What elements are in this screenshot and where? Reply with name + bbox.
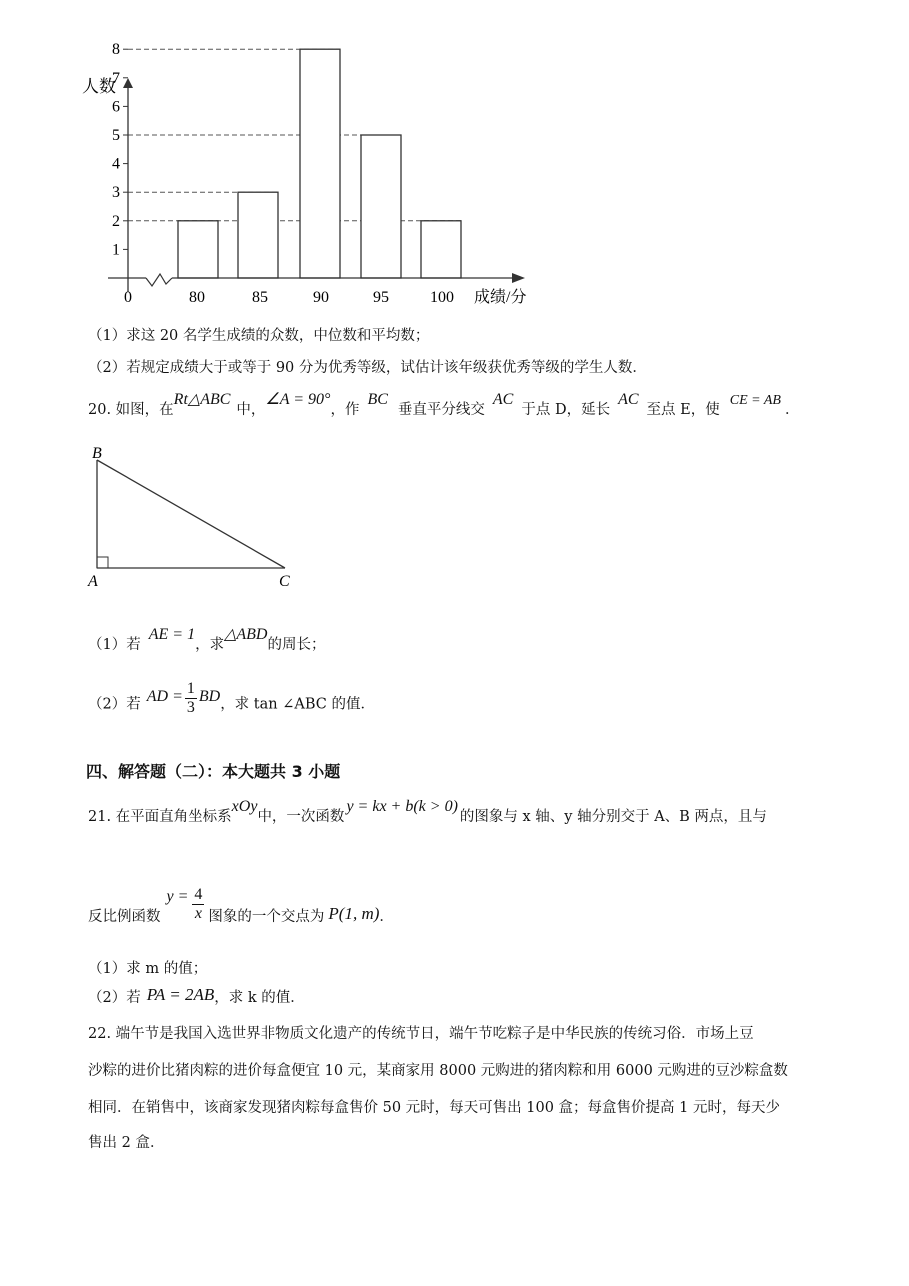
q19-part2: （2）若规定成绩大于或等于 90 分为优秀等级，试估计该年级获优秀等级的学生人数．	[88, 360, 647, 376]
q21-stem-line1	[88, 798, 767, 826]
histogram-bar	[178, 221, 218, 278]
q20-part2-math-ad: AD =	[146, 687, 183, 705]
y-tick-label: 7	[112, 69, 120, 87]
q20-part1-text: （1）若	[88, 637, 141, 653]
q20-part1-text: ，求	[195, 637, 225, 653]
histogram-bar	[361, 135, 401, 278]
histogram-bar	[238, 192, 278, 278]
y-axis-title: 人数	[82, 77, 116, 96]
q22-line2: 沙粽的进价比猪肉粽的进价每盒便宜 10 元，某商家用 8000 元购进的猪肉粽和用 6000 元购进的豆沙粽盒数	[88, 1063, 788, 1079]
q21-text: 中，一次函数	[257, 809, 345, 825]
x-tick-label: 100	[430, 289, 454, 306]
fraction-denominator: 3	[186, 699, 195, 716]
q20-text: 垂直平分线交	[397, 402, 485, 418]
y-tick-label: 5	[112, 127, 120, 144]
fraction-denominator: x	[194, 905, 202, 922]
vertex-label-b: B	[92, 445, 102, 462]
q20-math-angle: ∠A = 90°	[265, 391, 331, 408]
triangle-side-bc	[97, 460, 285, 568]
q20-part2-fraction	[185, 680, 197, 717]
x-tick-label: 80	[189, 289, 205, 306]
y-tick-label: 2	[112, 212, 120, 230]
q20-part2-text: （2）若	[88, 696, 141, 713]
q21-part2	[88, 986, 305, 1007]
q20-text: 中，	[236, 402, 266, 418]
q20-part1-text: 的周长；	[267, 637, 326, 653]
x-tick-label: 85	[252, 289, 268, 306]
histogram-bar	[300, 49, 340, 278]
vertex-label-a: A	[88, 573, 98, 590]
q20-math-triangle: Rt△ABC	[173, 391, 231, 408]
q21-math-xoy: xOy	[231, 798, 258, 815]
q21-text: 21. 在平面直角坐标系	[88, 809, 232, 825]
q20-math-ac: AC	[492, 391, 514, 408]
q22-line4: 售出 2 盒．	[88, 1135, 165, 1151]
q21-part1: （1）求 m 的值；	[88, 961, 208, 977]
q21-part2-text: （2）若	[88, 990, 141, 1006]
y-tick-label: 3	[112, 184, 120, 202]
triangle-figure	[80, 440, 310, 595]
q20-part2-math-bd: BD	[198, 687, 221, 705]
q20-text: ．	[784, 402, 800, 418]
q21-part2-text: ，求 k 的值．	[214, 990, 305, 1006]
q21-part2-math: PA = 2AB	[146, 985, 215, 1004]
axis-break-mark	[146, 274, 172, 286]
q21-text: 的图象与 x 轴、y 轴分别交于 A、B 两点，且与	[459, 809, 767, 825]
section-heading: 四、解答题（二）：本大题共 3 小题	[86, 762, 341, 781]
q19-part1: （1）求这 20 名学生成绩的众数，中位数和平均数；	[88, 328, 430, 344]
q20-text: 至点 E，使	[646, 402, 720, 418]
q21-math-point: P(1, m)	[328, 903, 380, 923]
y-tick-label: 4	[112, 155, 120, 173]
q20-text: 20. 如图，在	[88, 402, 174, 418]
histogram-bar	[421, 221, 461, 278]
right-angle-mark	[97, 557, 108, 568]
y-tick-label: 8	[112, 41, 120, 59]
q20-stem	[88, 391, 800, 419]
q22-line1: 22. 端午节是我国入选世界非物质文化遗产的传统节日，端午节吃粽子是中华民族的传统习俗．市场上豆	[88, 1026, 754, 1042]
q20-part1-math-abd: △ABD	[224, 626, 268, 643]
q21-text: 图象的一个交点为	[208, 908, 325, 925]
q21-text: 反比例函数	[88, 908, 161, 925]
fraction-numerator: 4	[194, 886, 203, 903]
y-tick-label: 1	[112, 241, 120, 259]
q20-text: ，作	[330, 402, 360, 418]
q20-part1-math-ae: AE = 1	[148, 626, 196, 643]
q20-part2	[88, 680, 375, 723]
q20-math-ac-2: AC	[618, 391, 639, 408]
vertex-label-c: C	[279, 573, 290, 590]
q21-text: ．	[379, 908, 394, 925]
q20-math-ce: CE = AB	[729, 393, 781, 408]
origin-label: 0	[124, 289, 132, 306]
x-axis-title: 成绩/分	[474, 289, 527, 306]
q20-part2-text: ，求 tan ∠ABC 的值．	[220, 696, 375, 713]
q21-math-y: y =	[166, 887, 189, 905]
q20-math-bc: BC	[367, 391, 388, 408]
x-axis-arrow	[512, 273, 525, 283]
x-tick-label: 95	[373, 289, 389, 306]
x-tick-label: 90	[313, 289, 329, 306]
q20-part1	[88, 626, 326, 654]
y-tick-label: 6	[112, 98, 120, 116]
q22-line3: 相同．在销售中，该商家发现猪肉粽每盒售价 50 元时，每天可售出 100 盒；每盒售价提高 1 元时，每天少	[88, 1100, 781, 1116]
q21-fraction	[192, 886, 204, 923]
q21-math-linear: y = kx + b(k > 0)	[346, 798, 458, 815]
fraction-numerator: 1	[186, 680, 195, 697]
histogram-chart	[80, 41, 550, 315]
y-axis-arrow	[123, 78, 133, 88]
q20-text: 于点 D，延长	[521, 402, 611, 418]
q21-stem-line2	[88, 878, 394, 925]
